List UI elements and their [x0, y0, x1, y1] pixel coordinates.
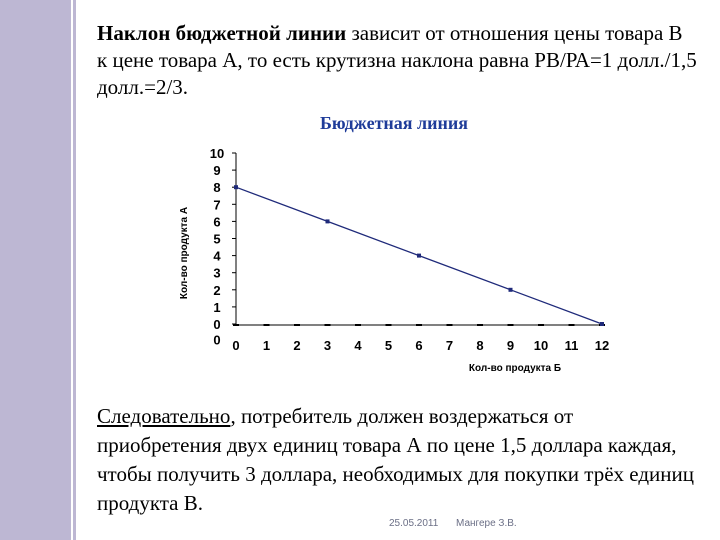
x-tick-label: 9	[506, 338, 515, 353]
y-tick-label: 10	[209, 146, 225, 161]
y-tick-label: 2	[213, 282, 221, 298]
conclusion-lead: Следовательно	[97, 404, 231, 428]
y-tick-label: 6	[213, 214, 221, 230]
data-point	[509, 288, 513, 292]
conclusion-text	[97, 402, 697, 518]
budget-line-chart	[170, 140, 620, 380]
y-axis-label: Кол-во продукта А	[179, 206, 190, 300]
y-tick-label: 0	[213, 332, 221, 348]
y-tick-label: 3	[213, 265, 221, 281]
y-tick-label: 7	[213, 197, 221, 213]
x-tick-label: 4	[354, 338, 362, 353]
x-tick-label: 6	[415, 338, 423, 353]
footer-date: 25.05.2011	[389, 518, 439, 529]
heading-bold: Наклон бюджетной линии	[97, 21, 347, 45]
y-tick-label: 9	[213, 163, 221, 179]
x-tick-label: 7	[445, 338, 454, 353]
x-tick-label: 8	[476, 338, 484, 353]
x-axis-label: Кол-во продукта Б	[468, 363, 562, 374]
y-tick-label: 4	[213, 248, 221, 264]
data-point	[417, 254, 421, 258]
x-tick-label: 11	[564, 338, 579, 353]
x-tick-label: 5	[384, 338, 393, 353]
sidebar-strip	[0, 0, 76, 540]
y-tick-label: 5	[213, 231, 221, 247]
slide-heading	[97, 20, 697, 101]
x-tick-label: 0	[232, 338, 240, 353]
x-tick-label: 1	[262, 338, 271, 353]
x-tick-label: 12	[594, 338, 610, 353]
x-tick-label: 2	[293, 338, 301, 353]
x-tick-label: 3	[323, 338, 332, 353]
y-tick-label: 1	[213, 299, 221, 315]
y-tick-label: 0	[213, 317, 221, 332]
heading-text: зависит от отношения цены товара В к цене товара А, то есть крутизна наклона равна РВ/РА=1 долл./1,5 долл.=2/3.	[97, 21, 697, 99]
y-tick-label: 8	[213, 180, 221, 196]
sidebar-divider	[71, 0, 73, 540]
footer-author: Мангере З.В.	[456, 518, 517, 529]
x-tick-label: 10	[533, 338, 549, 353]
sidebar-divider	[76, 0, 78, 540]
chart-title: Бюджетная линия	[320, 113, 468, 133]
data-point	[600, 322, 604, 326]
data-point	[326, 219, 330, 223]
conclusion-body: , потребитель должен воздержаться от приобретения двух единиц товара А по цене 1,5 доллара каждая, чтобы получить 3 доллара, необходимых для покупки трёх единиц продукта В.	[97, 404, 694, 515]
data-point	[234, 185, 238, 189]
